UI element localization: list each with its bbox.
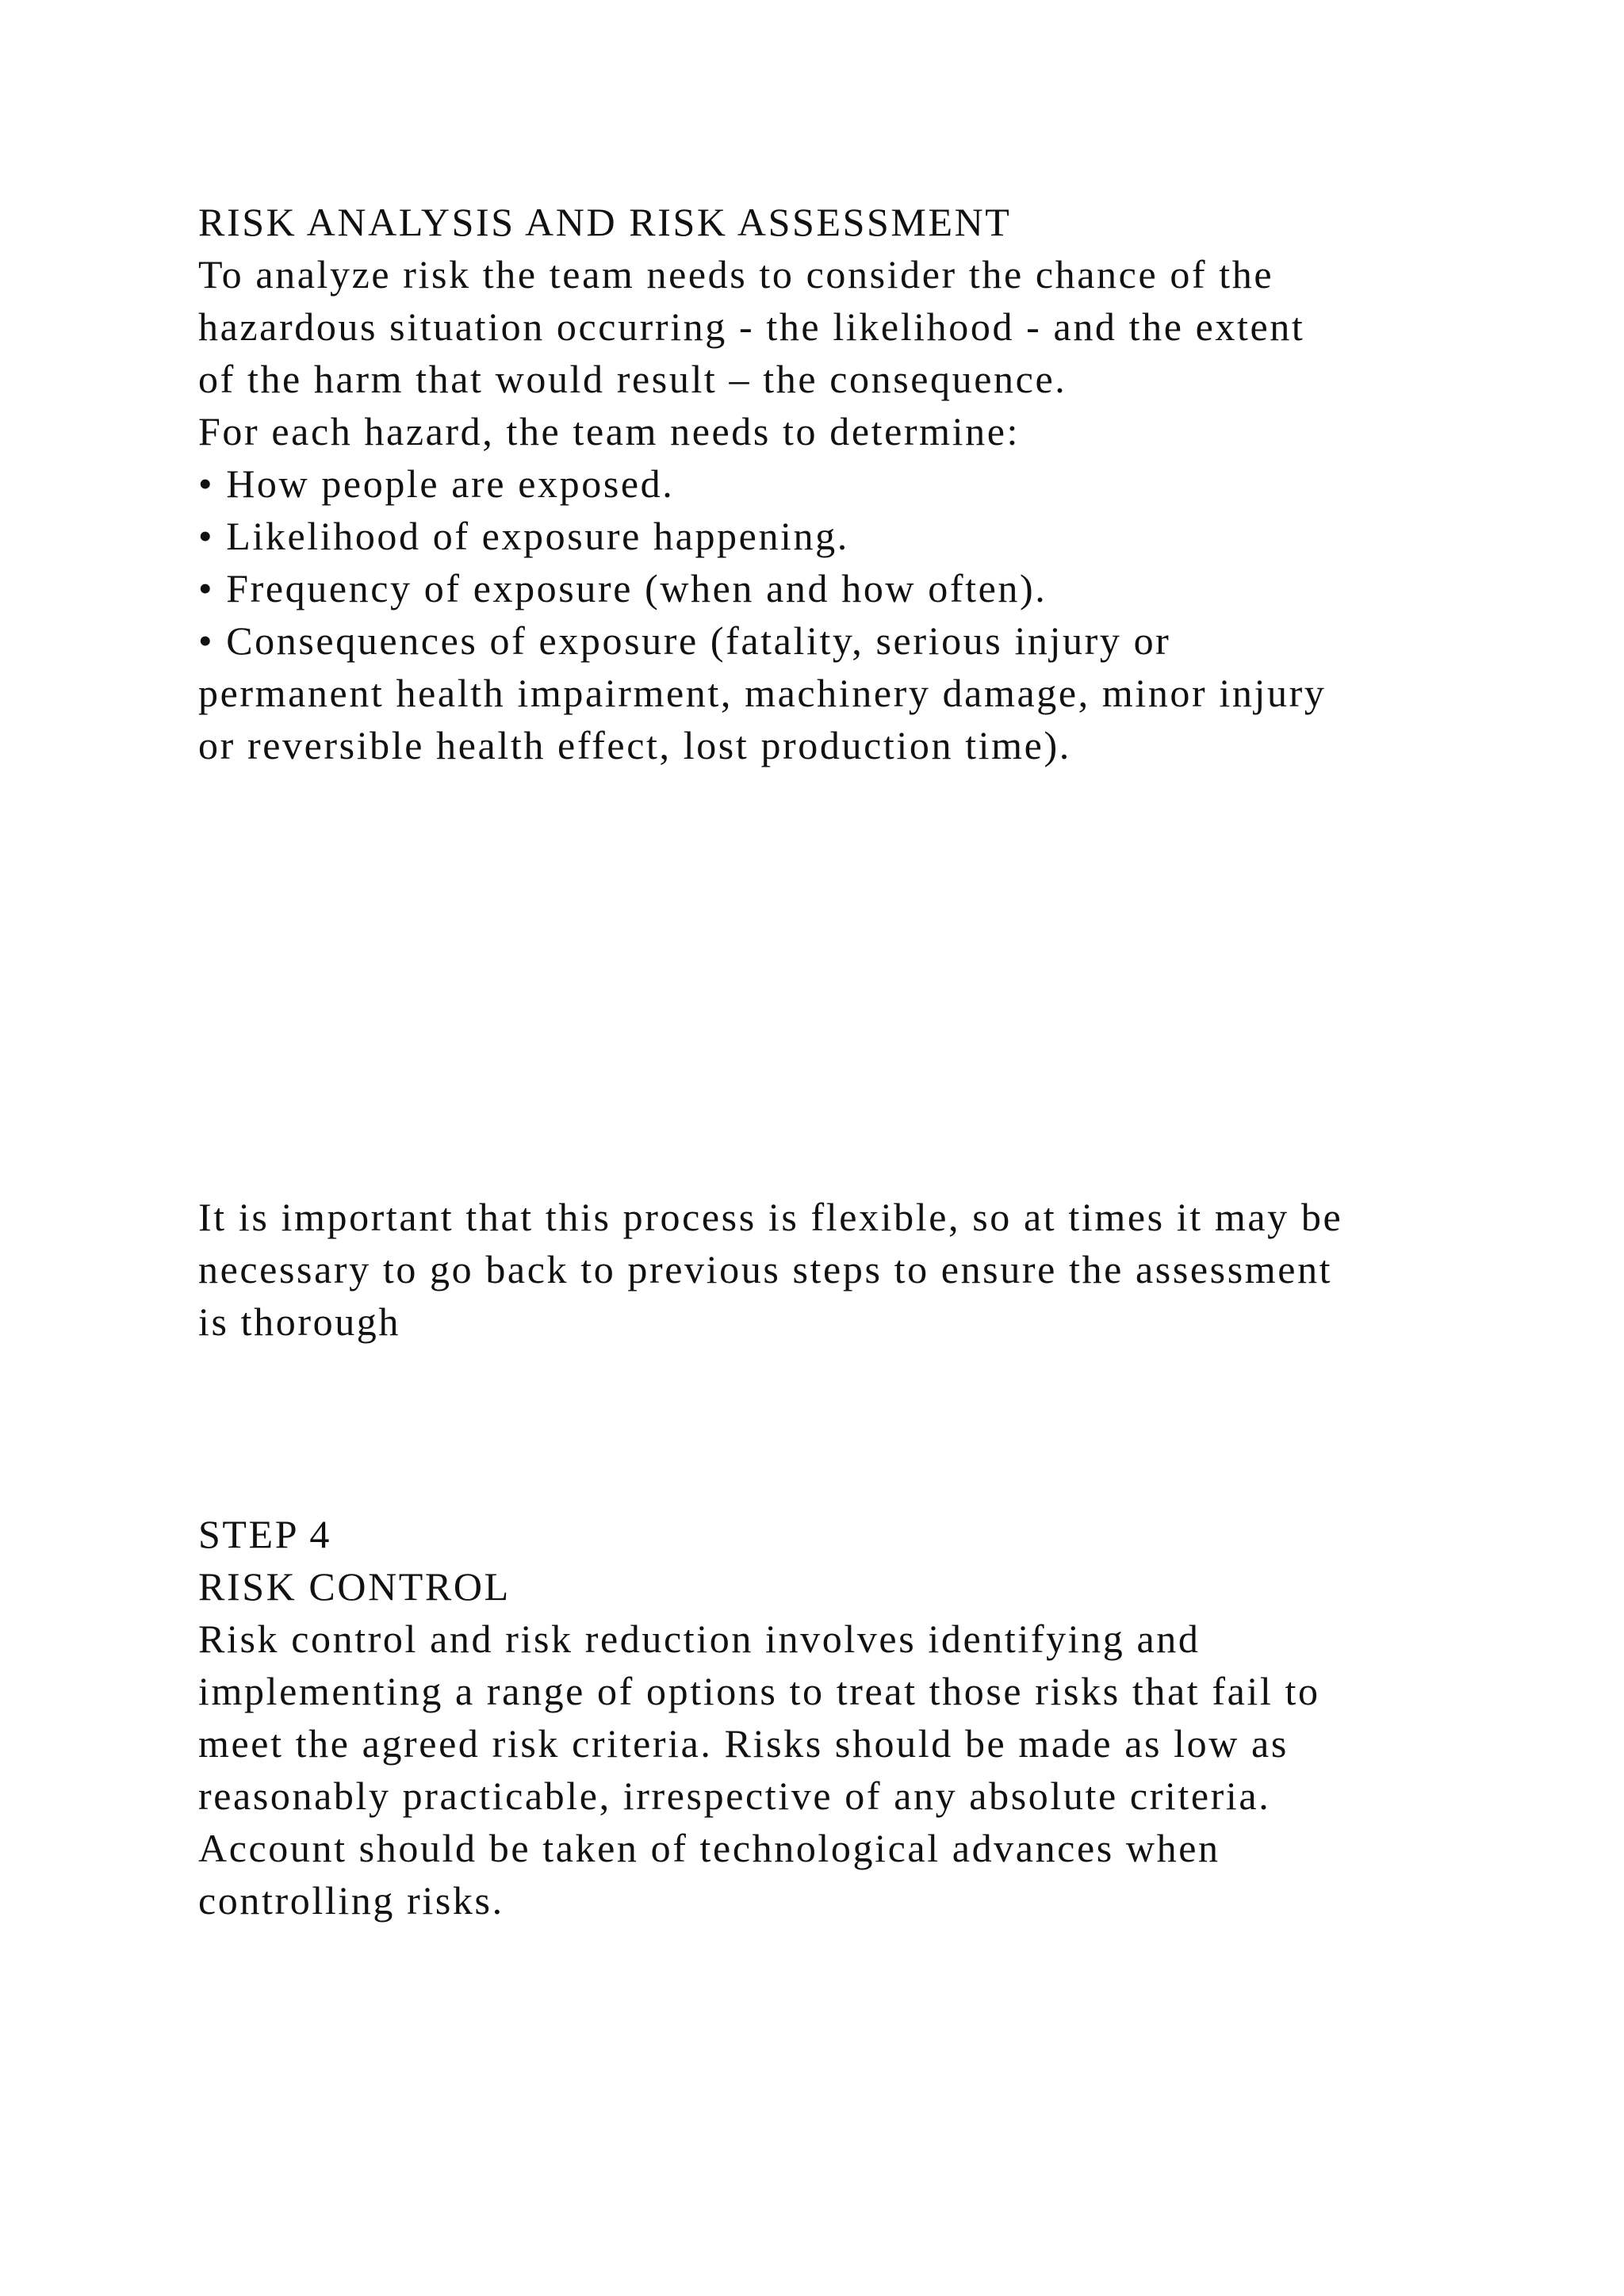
bullet-continuation: or reversible health effect, lost production time).: [198, 723, 1071, 767]
paragraph-line: of the harm that would result – the consequence.: [198, 357, 1067, 401]
bullet-item: • Consequences of exposure (fatality, serious injury or: [198, 618, 1171, 663]
paragraph-line: is thorough: [198, 1299, 400, 1344]
paragraph-line: hazardous situation occurring - the likelihood - and the extent: [198, 304, 1305, 349]
bullet-item: • How people are exposed.: [198, 461, 675, 506]
list-intro: For each hazard, the team needs to determine:: [198, 409, 1021, 453]
section-heading-risk-analysis: RISK ANALYSIS AND RISK ASSESSMENT: [198, 200, 1012, 244]
paragraph-line: necessary to go back to previous steps to ensure the assessment: [198, 1247, 1333, 1292]
paragraph-line: controlling risks.: [198, 1878, 504, 1923]
section-heading-risk-control: RISK CONTROL: [198, 1564, 511, 1609]
paragraph-line: To analyze risk the team needs to consider the chance of the: [198, 252, 1274, 297]
paragraph-line: implementing a range of options to treat those risks that fail to: [198, 1669, 1320, 1713]
bullet-item: • Frequency of exposure (when and how often).: [198, 566, 1048, 610]
paragraph-line: Risk control and risk reduction involves identifying and: [198, 1617, 1201, 1661]
step-label: STEP 4: [198, 1512, 331, 1556]
bullet-item: • Likelihood of exposure happening.: [198, 514, 849, 558]
paragraph-line: reasonably practicable, irrespective of any absolute criteria.: [198, 1774, 1271, 1818]
bullet-continuation: permanent health impairment, machinery damage, minor injury: [198, 671, 1327, 715]
paragraph-line: meet the agreed risk criteria. Risks should be made as low as: [198, 1721, 1289, 1766]
paragraph-line: It is important that this process is flexible, so at times it may be: [198, 1195, 1343, 1239]
paragraph-line: Account should be taken of technological advances when: [198, 1826, 1220, 1870]
